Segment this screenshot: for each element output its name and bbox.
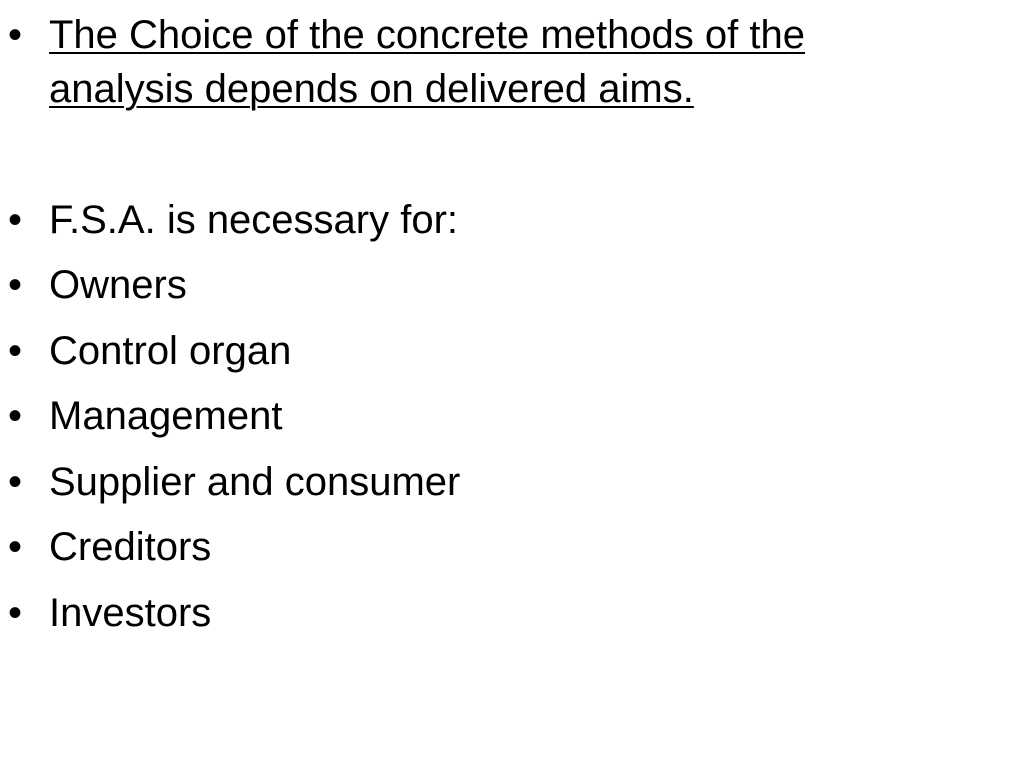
bullet-dot-icon: •: [8, 329, 23, 373]
bullet-text: Investors: [49, 591, 212, 635]
bullet-item-supplier-consumer: [0, 455, 1000, 509]
bullet-dot-icon: •: [8, 198, 23, 242]
bullet-text: F.S.A. is necessary for:: [49, 198, 459, 242]
bullet-dot-icon: •: [8, 263, 23, 307]
bullet-dot-icon: •: [8, 13, 23, 57]
bullet-text: Management: [49, 394, 283, 438]
bullet-item-investors: [0, 586, 1000, 640]
bullet-dot-icon: •: [8, 525, 23, 569]
bullet-item-fsa-necessary: [0, 193, 1000, 247]
bullet-item-control-organ: [0, 324, 1000, 378]
bullet-text: Supplier and consumer: [49, 460, 461, 504]
bullet-item-owners: [0, 258, 1000, 312]
bullet-item-choice-of-methods: [0, 8, 1000, 116]
bullet-text: The Choice of the concrete methods of the analysis depends on delivered aims.: [49, 13, 805, 111]
bullet-dot-icon: •: [8, 460, 23, 504]
bullet-dot-icon: •: [8, 591, 23, 635]
bullet-dot-icon: •: [8, 394, 23, 438]
bullet-text: Control organ: [49, 329, 292, 373]
bullet-item-creditors: [0, 520, 1000, 574]
bullet-text: Creditors: [49, 525, 212, 569]
bullet-text: Owners: [49, 263, 187, 307]
bullet-item-management: [0, 389, 1000, 443]
